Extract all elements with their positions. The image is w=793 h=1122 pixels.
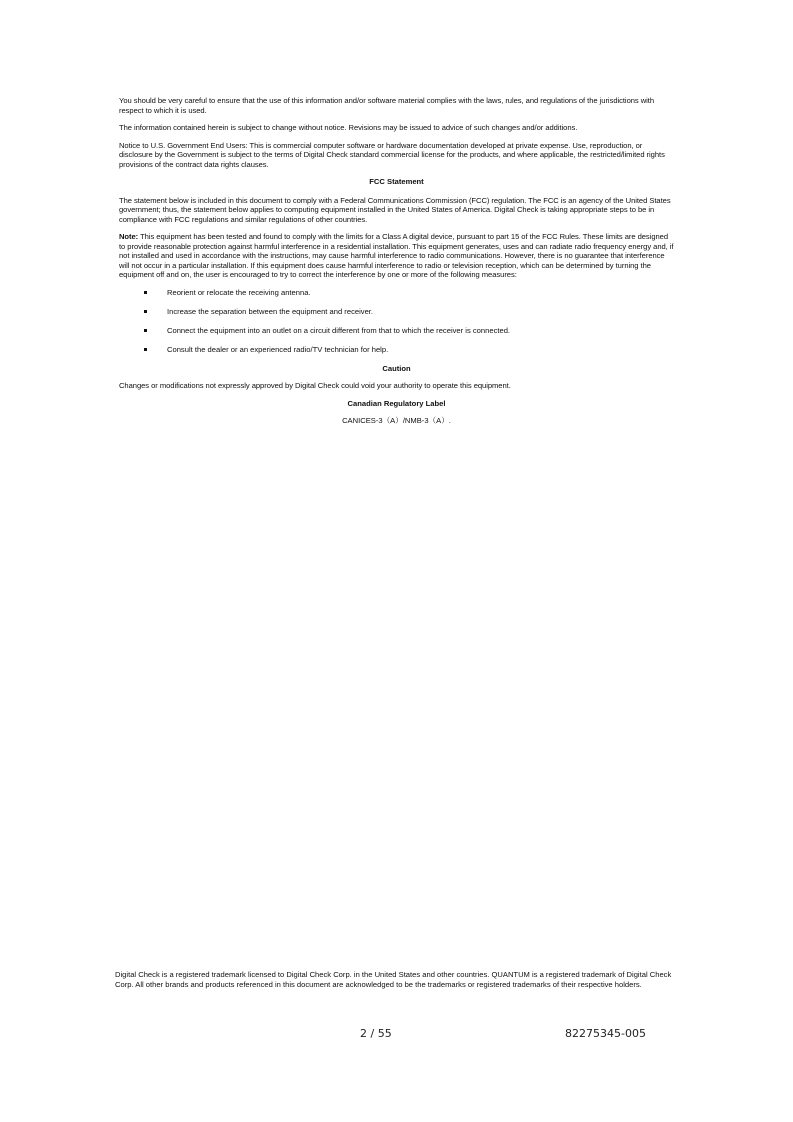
bullet-icon <box>144 329 147 332</box>
bullet-icon <box>144 310 147 313</box>
caution-text: Changes or modifications not expressly approved by Digital Check could void your authority to operate this equipment. <box>119 381 511 390</box>
canadian-label-heading: Canadian Regulatory Label <box>347 398 446 408</box>
fcc-intro-paragraph: The statement below is included in this document to comply with a Federal Communications Commission (FCC) regulation. The FCC is an agency of the United States government; thus, the statement below applies to computing equipment installed in the United States of America. Digital Check is taking appropriate steps to be in compliance with FCC regulations and similar regulations of other countries. <box>119 195 671 224</box>
government-users-paragraph: Notice to U.S. Government End Users: This is commercial computer software or hardware documentation developed at private expense. Use, reproduction, or disclosure by the Government is subject to the terms of Digital Check standard commercial license for the products, and where applicable, the restricted/limited rights provisions of the contract data rights clauses. <box>119 140 665 169</box>
measure-item: Reorient or relocate the receiving antenna. <box>119 288 674 298</box>
bullet-icon <box>144 348 147 351</box>
measures-list <box>119 288 674 355</box>
fcc-statement-heading: FCC Statement <box>369 177 424 186</box>
note-label: Note: <box>119 232 139 241</box>
document-body <box>119 96 674 426</box>
measure-item: Increase the separation between the equipment and receiver. <box>119 307 674 317</box>
canadian-label-text: CANICES-3（A）/NMB-3（A）. <box>342 416 451 425</box>
fcc-note-paragraph <box>119 232 674 280</box>
caution-heading: Caution <box>382 363 411 373</box>
measure-item: Connect the equipment into an outlet on a circuit different from that to which the receiver is connected. <box>119 326 674 336</box>
trademark-notice: Digital Check is a registered trademark licensed to Digital Check Corp. in the United States and other countries. QUANTUM is a registered trademark of Digital Check Corp. All other brands and products referenced in this document are acknowledged to be the trademarks or registered trademarks of their respective holders. <box>115 970 672 989</box>
bullet-icon <box>144 291 147 294</box>
page-number: 2 / 55 <box>360 1027 392 1040</box>
document-number: 82275345-005 <box>565 1027 646 1040</box>
usage-compliance-paragraph: You should be very careful to ensure that the use of this information and/or software material complies with the laws, rules, and regulations of the jurisdictions with respect to which it is used. <box>119 96 655 115</box>
measure-item: Consult the dealer or an experienced radio/TV technician for help. <box>119 345 674 355</box>
note-text: This equipment has been tested and found to comply with the limits for a Class A digital device, pursuant to part 15 of the FCC Rules. These limits are designed to provide reasonable protection against harmful interference in a residential installation. This equipment generates, uses and can radiate radio frequency energy and, if not installed and used in accordance with the instructions, may cause harmful interference to radio communications. However, there is no guarantee that interference will not occur in a particular installation. If this equipment does cause harmful interference to radio or television reception, which can be determined by turning the equipment off and on, the user is encouraged to try to correct the interference by one or more of the following measures: <box>119 232 674 279</box>
change-notice-paragraph: The information contained herein is subject to change without notice. Revisions may be issued to advice of such changes and/or additions. <box>119 123 578 132</box>
